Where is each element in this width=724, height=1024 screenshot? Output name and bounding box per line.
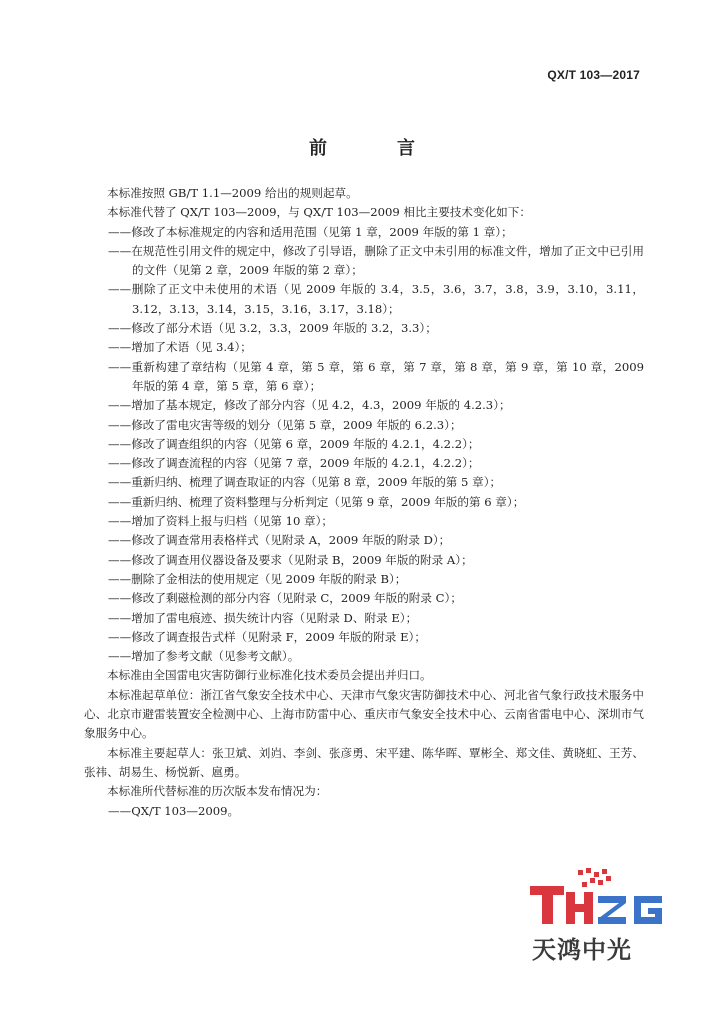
change-item: ——修改了雷电灾害等级的划分（见第 5 章，2009 年版的 6.2.3）； (108, 417, 462, 432)
history-item: ——QX/T 103—2009。 (108, 803, 240, 818)
page-title: 前 言 (309, 138, 441, 159)
watermark-text: 天鸿中光 (532, 936, 632, 964)
change-item: ——修改了调查组织的内容（见第 6 章，2009 年版的 4.2.1，4.2.2）； (108, 436, 480, 451)
paragraph-drafting-units: 本标准起草单位：浙江省气象安全技术中心、天津市气象灾害防御技术中心、河北省气象行政技术服务中心、北京市避雷装置安全检测中心、上海市防雷中心、重庆市气象安全技术中心、云南省雷电中心、深圳市气象服务中心。 (84, 687, 644, 741)
change-item: ——增加了基本规定，修改了部分内容（见 4.2，4.3，2009 年版的 4.2.3）； (108, 398, 511, 413)
change-item: ——修改了调查常用表格样式（见附录 A，2009 年版的附录 D）； (108, 533, 451, 548)
change-item: ——在规范性引用文件的规定中，修改了引导语，删除了正文中未引用的标准文件，增加了正文中已引用的文件（见第 2 章，2009 年版的第 2 章）； (108, 243, 644, 278)
thzg-logo-icon (526, 866, 670, 930)
document-body (84, 184, 644, 821)
paragraph: 本标准代替了 QX/T 103—2009，与 QX/T 103—2009 相比主要技术变化如下： (107, 205, 531, 220)
paragraph: 本标准所代替标准的历次版本发布情况为： (107, 784, 328, 799)
change-item: ——删除了金相法的使用规定（见 2009 年版的附录 B）； (108, 571, 407, 586)
paragraph: 本标准由全国雷电灾害防御行业标准化技术委员会提出并归口。 (107, 668, 432, 683)
change-item: ——删除了正文中未使用的术语（见 2009 年版的 3.4，3.5，3.6，3.7，3.8，3.9，3.10，3.11，3.12，3.13，3.14，3.15，3.16，3.17，3.18）； (108, 282, 644, 316)
change-item: ——增加了参考文献（见参考文献）。 (108, 649, 300, 664)
change-item: ——增加了术语（见 3.4）； (108, 340, 252, 355)
change-item: ——修改了部分术语（见 3.2，3.3，2009 年版的 3.2，3.3）； (108, 321, 437, 336)
change-item: ——增加了雷电痕迹、损失统计内容（见附录 D、附录 E）； (108, 610, 418, 625)
change-item: ——重新构建了章结构（见第 4 章，第 5 章，第 6 章，第 7 章，第 8 章，第 9 章，第 10 章，2009 年版的第 4 章，第 5 章，第 6 章）； (108, 359, 644, 393)
paragraph-drafters: 本标准主要起草人：张卫斌、刘岿、李剑、张彦勇、宋平建、陈华晖、覃彬全、郑文佳、黄晓虹、王芳、张祎、胡易生、杨悦新、扈勇。 (84, 745, 644, 779)
change-item: ——修改了本标准规定的内容和适用范围（见第 1 章，2009 年版的第 1 章）； (108, 224, 513, 239)
standard-code: QX/T 103—2017 (547, 68, 640, 82)
watermark-logo (526, 866, 670, 962)
change-item: ——修改了调查报告式样（见附录 F，2009 年版的附录 E）； (108, 629, 426, 644)
change-item: ——重新归纳、梳理了资料整理与分析判定（见第 9 章，2009 年版的第 6 章）； (108, 494, 525, 509)
change-item: ——增加了资料上报与归档（见第 10 章）； (108, 514, 334, 529)
change-item: ——重新归纳、梳理了调查取证的内容（见第 8 章，2009 年版的第 5 章）； (108, 475, 502, 490)
change-item: ——修改了调查流程的内容（见第 7 章，2009 年版的 4.2.1，4.2.2）； (108, 456, 480, 471)
change-item: ——修改了调查用仪器设备及要求（见附录 B，2009 年版的附录 A）； (108, 552, 473, 567)
change-item: ——修改了剩磁检测的部分内容（见附录 C，2009 年版的附录 C）； (108, 591, 462, 606)
paragraph: 本标准按照 GB/T 1.1—2009 给出的规则起草。 (107, 186, 358, 200)
